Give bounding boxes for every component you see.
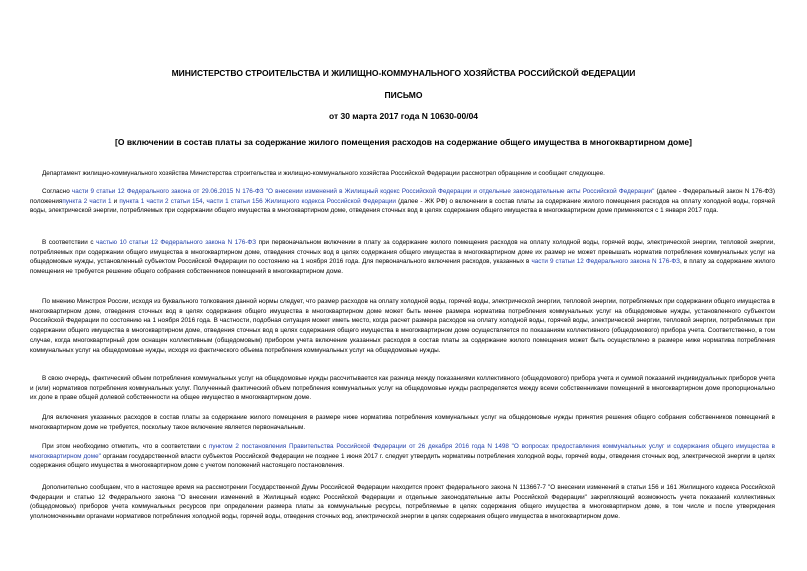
paragraph-3 xyxy=(30,238,775,277)
text: (далее - ЖК РФ) о включении в состав платы за содержание жилого помещения расходов на оплату холодной воды, горячей воды, электрической энергии, потребляемых при содержании общего имущества в многоквартирном доме, отведения сточных вод в целях содержания общего имущества в многоквартирном доме применяются с 1 января 2017 года. xyxy=(30,197,775,215)
link-item-1-part-2-art-154[interactable]: пункта 1 части 2 статьи 154 xyxy=(119,197,203,205)
paragraph-7 xyxy=(30,442,775,471)
text: Согласно xyxy=(42,188,72,195)
text: , в плату за содержание жилого помещения не требуется решение общего собрания собственников помещений в многоквартирном доме. xyxy=(30,258,775,276)
link-government-decree-1498[interactable]: пунктом 2 постановления Правительства Российской Федерации от 26 декабря 2016 года N 1498 "О вопросах предоставления коммунальных услуг и содержания общего имущества в многоквартирном доме" xyxy=(30,443,776,460)
text: В соответствии с xyxy=(42,239,97,246)
text: органам государственной власти субъектов Российской Федерации не позднее 1 июня 2017 г. следует утвердить нормативы потребления холодной воды, горячей воды, отведения сточных вод, электрической энергии в целях содержания общего имущества в многоквартирном доме с учетом положений настоящего постановления. xyxy=(30,452,775,470)
text: , xyxy=(202,197,207,205)
paragraph-6: Для включения указанных расходов в состав платы за содержание жилого помещения в размере ниже норматива потребления коммунальных услуг на общедомовые нужды принятия решения общего собрания собственников помещений в многоквартирном доме не требуется, поскольку такое включение является первоначальным. xyxy=(30,414,775,431)
text: При этом необходимо отметить, что в соответствии с xyxy=(42,443,209,450)
text: (далее - Федеральный закон N 176-ФЗ) положения xyxy=(30,188,775,205)
link-part-1-art-156-housing-code[interactable]: части 1 статьи 156 Жилищного кодекса Российской Федерации xyxy=(206,197,396,205)
link-fz-176-article-12-part-10[interactable]: частью 10 статьи 12 Федерального закона N 176-ФЗ xyxy=(96,239,257,246)
text: при первоначальном включении в плату за содержание жилого помещения расходов на оплату холодной воды, горячей воды, электрической энергии, тепловой энергии, потребляемых при содержании общего имущества в многоквартирном доме, отведения сточных вод в целях содержания общего имущества в многоквартирном доме их размер не может превышать норматив потребления коммунальных услуг на общедомовые нужды, установленный субъектом Российской Федерации по состоянию на 1 ноября 2016 года. Для первоначального включения расходов, указанных в xyxy=(30,239,776,266)
ministry-heading: МИНИСТЕРСТВО СТРОИТЕЛЬСТВА И ЖИЛИЩНО-КОММУНАЛЬНОГО ХОЗЯЙСТВА РОССИЙСКОЙ ФЕДЕРАЦИИ xyxy=(171,68,636,78)
link-fz-176-article-12-part-9[interactable]: части 9 статьи 12 Федерального закона от 29.06.2015 N 176-ФЗ "О внесении изменений в Жилищный кодекс Российской Федерации и отдельные законодательные акты Российской Федерации" xyxy=(71,188,655,195)
document-type: ПИСЬМО xyxy=(384,90,423,100)
document-subject: [О включении в состав платы за содержание жилого помещения расходов на содержание общего имущества в многоквартирном доме] xyxy=(115,137,692,147)
paragraph-intro: Департамент жилищно-коммунального хозяйства Министерства строительства и жилищно-коммунального хозяйства Российской Федерации рассмотрел обращение и сообщает следующее. xyxy=(42,170,605,177)
paragraph-5: В свою очередь, фактический объем потребления коммунальных услуг на общедомовые нужды рассчитывается как разница между показаниями коллективного (общедомового) прибора учета и суммой показаний индивидуальных приборов учета и (или) нормативов потребления коммунальных услуг. Полученный фактический объем потребления коммунальных услуг на общедомовые нужды распределяется между всеми собственниками помещений в многоквартирном доме пропорционально их доле в праве общей долевой собственности на общее имущество в многоквартирном доме. xyxy=(30,375,775,402)
paragraph-2 xyxy=(30,187,775,216)
paragraph-8: Дополнительно сообщаем, что в настоящее время на рассмотрении Государственной Думы Российской Федерации находится проект федерального закона N 113667-7 "О внесении изменений в статьи 156 и 161 Жилищного кодекса Российской Федерации и статью 12 Федерального закона "О внесении изменений в Жилищный кодекс Российской Федерации и отдельные законодательные акты Российской Федерации" закрепляющий возможность учета показаний коллективных (общедомовых) приборов учета коммунальных ресурсов при определении размера платы за коммунальные ресурсы, потребляемые в целях содержания общего имущества в многоквартирном доме, в том числе и после утверждения уполномоченными органами нормативов потребления холодной воды, горячей воды, отведения сточных вод, электрической энергии в целях содержания общего имущества в многоквартирном доме. xyxy=(30,484,775,521)
text: и xyxy=(111,197,120,205)
link-fz-176-article-12-part-9[interactable]: части 9 статьи 12 Федерального закона N 176-ФЗ xyxy=(531,258,680,266)
document-date-number: от 30 марта 2017 года N 10630-00/04 xyxy=(328,111,479,121)
paragraph-4: По мнению Минстроя России, исходя из буквального толкования данной нормы следует, что размер расходов на оплату холодной воды, горячей воды, электрической энергии, тепловой энергии, потребляемых при содержании общего имущества в многоквартирном доме, отведения сточных вод в целях содержания общего имущества в многоквартирном доме может быть менее размера норматива потребления коммунальных услуг на общедомовые нужды, установленного субъектом Российской Федерации по состоянию на 1 ноября 2016 года. В частности, подобная ситуация может иметь место, когда расчет размера расходов на оплату холодной воды, горячей воды, электрической энергии, тепловой энергии, потребляемых при содержании общего имущества в многоквартирном доме, отведения сточных вод в целях содержания общего имущества в многоквартирном доме осуществляется по показаниям коллективного (общедомового) прибора учета. Соответственно, в том случае, когда многоквартирный дом оснащен коллективным (общедомовым) прибором учета включение указанных расходов в состав платы за содержание жилого помещения может быть осуществлено в размере ниже норматива потребления коммунальных услуг на общедомовые нужды, исходя из фактического объема потребления коммунальных услуг на общедомовые нужды. xyxy=(30,298,775,354)
link-item-2-part-1[interactable]: пункта 2 части 1 xyxy=(62,197,112,205)
